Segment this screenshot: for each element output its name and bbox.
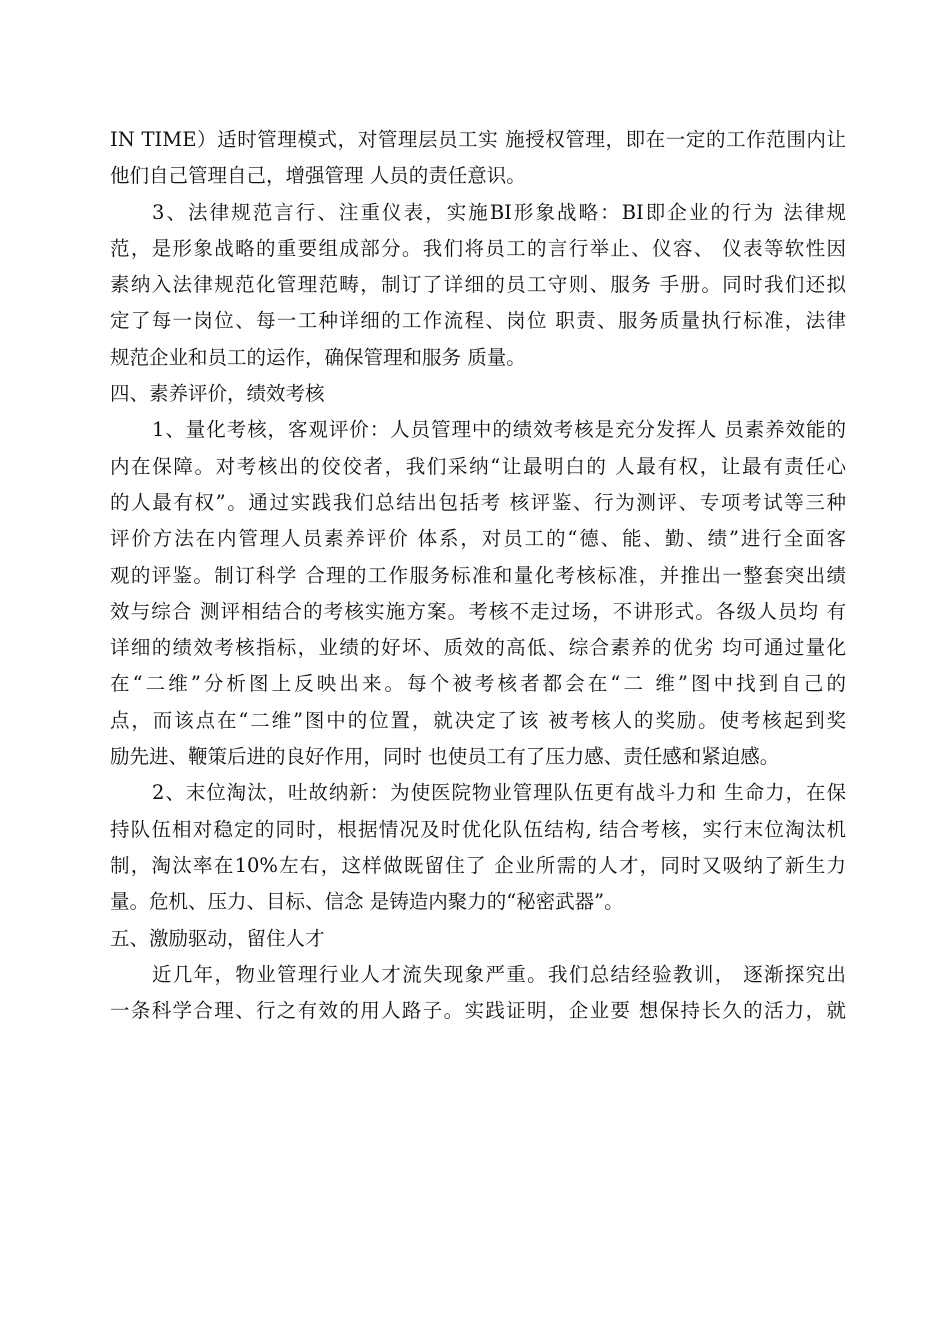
- text-line: 内在保障。对考核出的佼佼者，我们采纳“让最明白的 人最有权，让最有责任心: [110, 454, 846, 478]
- text-line: 点，而该点在“二维”图中的位置，就决定了该 被考核人的奖励。使考核起到奖: [110, 708, 846, 732]
- text-line: 素纳入法律规范化管理范畴，制订了详细的员工守则、服务 手册。同时我们还拟: [110, 273, 846, 297]
- text-line: 持队伍相对稳定的同时，根据情况及时优化队伍结构, 结合考核，实行末位淘汰机: [110, 817, 846, 841]
- text-line: 1、量化考核，客观评价：人员管理中的绩效考核是充分发挥人 员素养效能的: [152, 418, 846, 442]
- text-line: 效与综合 测评相结合的考核实施方案。考核不走过场，不讲形式。各级人员均 有: [110, 599, 846, 623]
- text-line: 的人最有权”。通过实践我们总结出包括考 核评鉴、行为测评、专项考试等三种: [110, 490, 846, 514]
- text-line: 在“二维”分析图上反映出来。每个被考核者都会在“二 维”图中找到自己的: [110, 672, 846, 696]
- document-body: [110, 122, 846, 1029]
- text-line: 一条科学合理、行之有效的用人路子。实践证明，企业要 想保持长久的活力，就: [110, 999, 846, 1023]
- text-line: 励先进、鞭策后进的良好作用，同时 也使员工有了压力感、责任感和紧迫感。: [110, 745, 780, 769]
- text-line: 规范企业和员工的运作，确保管理和服务 质量。: [110, 345, 526, 369]
- text-line: 2、末位淘汰，吐故纳新：为使医院物业管理队伍更有战斗力和 生命力，在保: [152, 781, 846, 805]
- text-line: 详细的绩效考核指标，业绩的好坏、质效的高低、综合素养的优劣 均可通过量化: [110, 636, 846, 660]
- section-heading: 四、素养评价，绩效考核: [110, 382, 325, 406]
- text-line: 评价方法在内管理人员素养评价 体系，对员工的“德、能、勤、绩”进行全面客: [110, 527, 846, 551]
- section-heading: 五、激励驱动，留住人才: [110, 926, 325, 950]
- text-line: 3、法律规范言行、注重仪表，实施BI形象战略：BI即企业的行为 法律规: [152, 200, 846, 224]
- text-line: 量。危机、压力、目标、信念 是铸造内聚力的“秘密武器”。: [110, 890, 624, 914]
- text-line: 近几年，物业管理行业人才流失现象严重。我们总结经验教训， 逐渐探究出: [152, 962, 846, 986]
- text-line: 制，淘汰率在10%左右，这样做既留住了 企业所需的人才，同时又吸纳了新生力: [110, 853, 846, 877]
- text-line: 他们自己管理自己，增强管理 人员的责任意识。: [110, 164, 526, 188]
- text-line: 观的评鉴。制订科学 合理的工作服务标准和量化考核标准，并推出一整套突出绩: [110, 563, 846, 587]
- text-line: 范，是形象战略的重要组成部分。我们将员工的言行举止、仪容、 仪表等软性因: [110, 236, 846, 260]
- text-line: IN TIME）适时管理模式，对管理层员工实 施授权管理，即在一定的工作范围内让: [110, 128, 846, 151]
- text-line: 定了每一岗位、每一工种详细的工作流程、岗位 职责、服务质量执行标准，法律: [110, 309, 846, 333]
